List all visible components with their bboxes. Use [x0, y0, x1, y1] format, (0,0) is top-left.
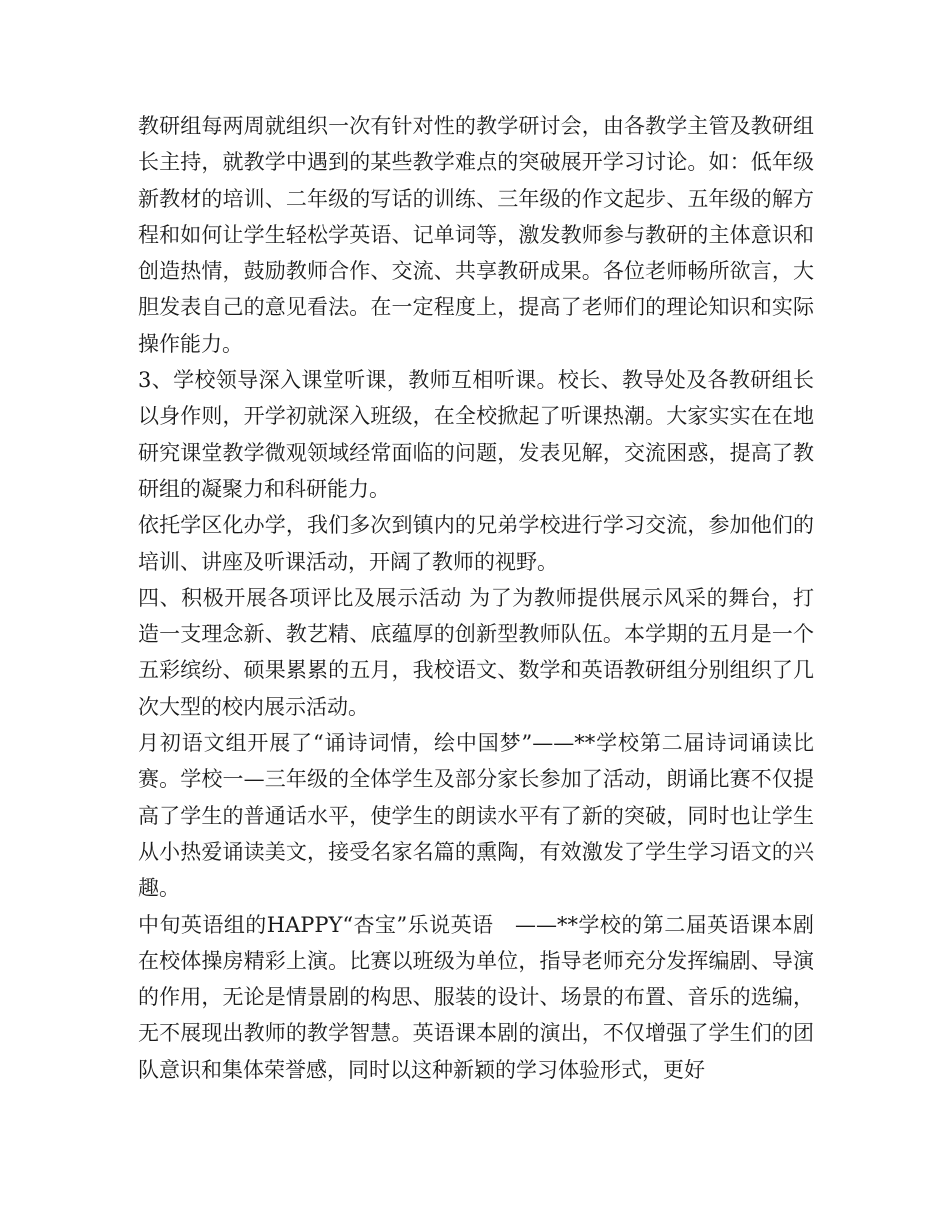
paragraph-section-four: 四、积极开展各项评比及展示活动 为了为教师提供展示风采的舞台，打造一支理念新、教艺精、底蕴厚的创新型教师队伍。本学期的五月是一个五彩缤纷、硕果累累的五月，我校语文、数学和英语教研组分别组织了几次大型的校内展示活动。	[138, 585, 814, 719]
paragraph-english-drama: 中旬英语组的HAPPY“杏宝”乐说英语 ——**学校的第二届英语课本剧在校体操房精彩上演。比赛以班级为单位，指导老师充分发挥编剧、导演的作用，无论是情景剧的构思、服装的设计、场景的布置、音乐的选编，无不展现出教师的教学智慧。英语课本剧的演出，不仅增强了学生们的团队意识和集体荣誉感，同时以这种新颖的学习体验形式，更好	[138, 912, 814, 1082]
paragraph-district-exchange: 依托学区化办学，我们多次到镇内的兄弟学校进行学习交流，参加他们的培训、讲座及听课活动，开阔了教师的视野。	[138, 513, 814, 574]
paragraph-lesson-observation: 3、学校领导深入课堂听课，教师互相听课。校长、教导处及各教研组长以身作则，开学初就深入班级，在全校掀起了听课热潮。大家实实在在地研究课堂教学微观领域经常面临的问题，发表见解，交流困惑，提高了教研组的凝聚力和科研能力。	[138, 368, 814, 501]
paragraph-seminar: 教研组每两周就组织一次有针对性的教学研讨会，由各教学主管及教研组长主持，就教学中遇到的某些教学难点的突破展开学习讨论。如：低年级新教材的培训、二年级的写话的训练、三年级的作文起步、五年级的解方程和如何让学生轻松学英语、记单词等，激发教师参与教研的主体意识和创造热情，鼓励教师合作、交流、共享教研成果。各位老师畅所欲言，大胆发表自己的意见看法。在一定程度上，提高了老师们的理论知识和实际操作能力。	[138, 114, 814, 356]
paragraph-poetry-contest: 月初语文组开展了“诵诗词情，绘中国梦”——**学校第二届诗词诵读比赛。学校一—三年级的全体学生及部分家长参加了活动，朗诵比赛不仅提高了学生的普通话水平，使学生的朗读水平有了新的突破，同时也让学生从小热爱诵读美文，接受名家名篇的熏陶，有效激发了学生学习语文的兴趣。	[138, 731, 814, 901]
document-page	[138, 108, 814, 1088]
